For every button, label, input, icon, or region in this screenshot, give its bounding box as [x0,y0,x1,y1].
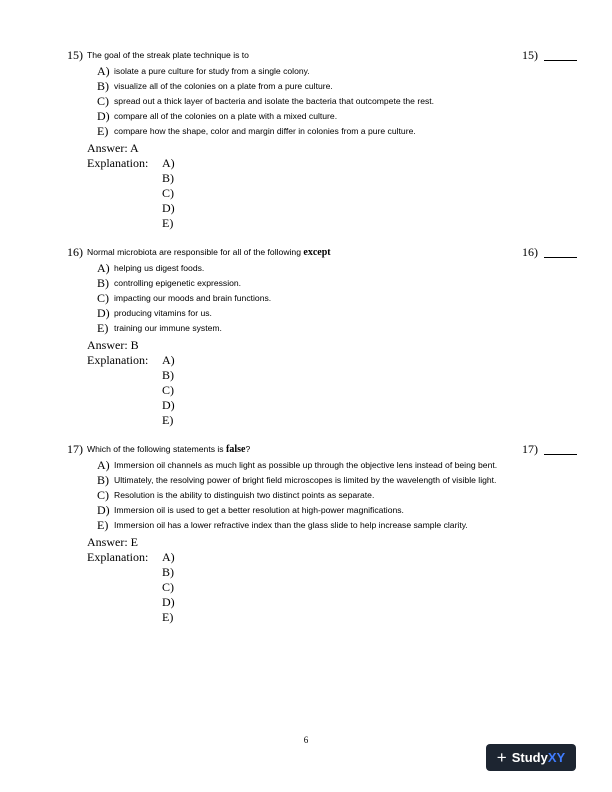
option-letter: C) [97,488,109,502]
explanation-item: D) [162,595,175,609]
option-e [97,124,587,139]
answer-blank [544,257,577,258]
option-text: training our immune system. [114,323,222,333]
option-letter: D) [97,109,110,123]
explanation-item: B) [162,565,174,579]
question-15 [67,48,587,231]
explanation-item: D) [162,201,175,215]
explanation-block [87,156,587,231]
question-number: 17) [67,442,83,456]
option-a [97,458,587,473]
question-header [67,245,587,261]
explanation-item: A) [162,550,175,564]
explanation-item: A) [162,353,175,367]
answer-slot-number: 15) [522,48,538,62]
question-stem: Normal microbiota are responsible for all of the following [87,247,304,257]
option-letter: B) [97,276,109,290]
answer-slot-number: 17) [522,442,538,456]
option-c [97,488,587,503]
option-text: compare how the shape, color and margin differ in colonies from a pure culture. [114,126,416,136]
explanation-item: C) [162,383,174,397]
option-letter: B) [97,473,109,487]
explanation-list [162,353,587,428]
question-17 [67,442,587,625]
option-text: Resolution is the ability to distinguish two distinct points as separate. [114,490,375,500]
option-letter: A) [97,458,110,472]
question-16 [67,245,587,428]
option-text: helping us digest foods. [114,263,205,273]
option-text: Immersion oil is used to get a better resolution at high-power magnifications. [114,505,404,515]
question-header [67,48,587,64]
option-c [97,291,587,306]
question-emphasis: except [303,247,331,258]
answer-line: Answer: E [87,535,138,549]
option-letter: C) [97,94,109,108]
question-emphasis: false [226,444,246,455]
plus-icon: + [496,747,507,767]
answer-slot-number: 16) [522,245,538,259]
answer-blank [544,60,577,61]
answer-blank [544,454,577,455]
option-d [97,306,587,321]
explanation-item: D) [162,398,175,412]
option-b [97,473,587,488]
option-d [97,503,587,518]
option-text: Immersion oil channels as much light as possible up through the objective lens instead of being bent. [114,460,498,470]
option-e [97,518,587,533]
question-stem: The goal of the streak plate technique is to [87,50,249,60]
option-letter: C) [97,291,109,305]
explanation-item: E) [162,413,174,427]
option-text: Ultimately, the resolving power of bright field microscopes is limited by the wavelength of visible light. [114,475,497,485]
option-text: compare all of the colonies on a plate with a mixed culture. [114,111,338,121]
option-b [97,276,587,291]
option-a [97,261,587,276]
explanation-label: Explanation: [87,156,149,170]
explanation-item: A) [162,156,175,170]
option-a [97,64,587,79]
question-text [87,443,250,456]
explanation-block [87,353,587,428]
question-number: 16) [67,245,83,259]
explanation-item: B) [162,171,174,185]
option-text: controlling epigenetic expression. [114,278,242,288]
option-letter: A) [97,64,110,78]
option-text: Immersion oil has a lower refractive index than the glass slide to help increase sample clarity. [114,520,468,530]
answer-line: Answer: A [87,141,139,155]
option-text: producing vitamins for us. [114,308,212,318]
option-letter: E) [97,321,109,335]
option-letter: B) [97,79,109,93]
option-letter: A) [97,261,110,275]
question-number: 15) [67,48,83,62]
explanation-item: C) [162,580,174,594]
option-letter: D) [97,306,110,320]
option-text: spread out a thick layer of bacteria and isolate the bacteria that outcompete the rest. [114,96,435,106]
option-text: isolate a pure culture for study from a single colony. [114,66,310,76]
question-stem: Which of the following statements is [87,444,226,454]
option-text: visualize all of the colonies on a plate from a pure culture. [114,81,333,91]
question-header [67,442,587,458]
option-letter: E) [97,124,109,138]
option-letter: E) [97,518,109,532]
explanation-label: Explanation: [87,550,149,564]
option-letter: D) [97,503,110,517]
explanation-item: C) [162,186,174,200]
explanation-item: E) [162,610,174,624]
option-c [97,94,587,109]
explanation-item: B) [162,368,174,382]
question-text [87,246,331,259]
explanation-block [87,550,587,625]
page-number: 6 [303,735,309,745]
studyxy-badge[interactable] [486,744,576,771]
option-b [97,79,587,94]
brand-accent: XY [547,750,566,765]
explanation-list [162,550,587,625]
explanation-list [162,156,587,231]
option-text: impacting our moods and brain functions. [114,293,272,303]
option-d [97,109,587,124]
question-suffix: ? [245,444,251,454]
explanation-item: E) [162,216,174,230]
question-text [87,49,249,62]
explanation-label: Explanation: [87,353,149,367]
option-e [97,321,587,336]
brand-main: Study [511,750,548,765]
answer-line: Answer: B [87,338,139,352]
